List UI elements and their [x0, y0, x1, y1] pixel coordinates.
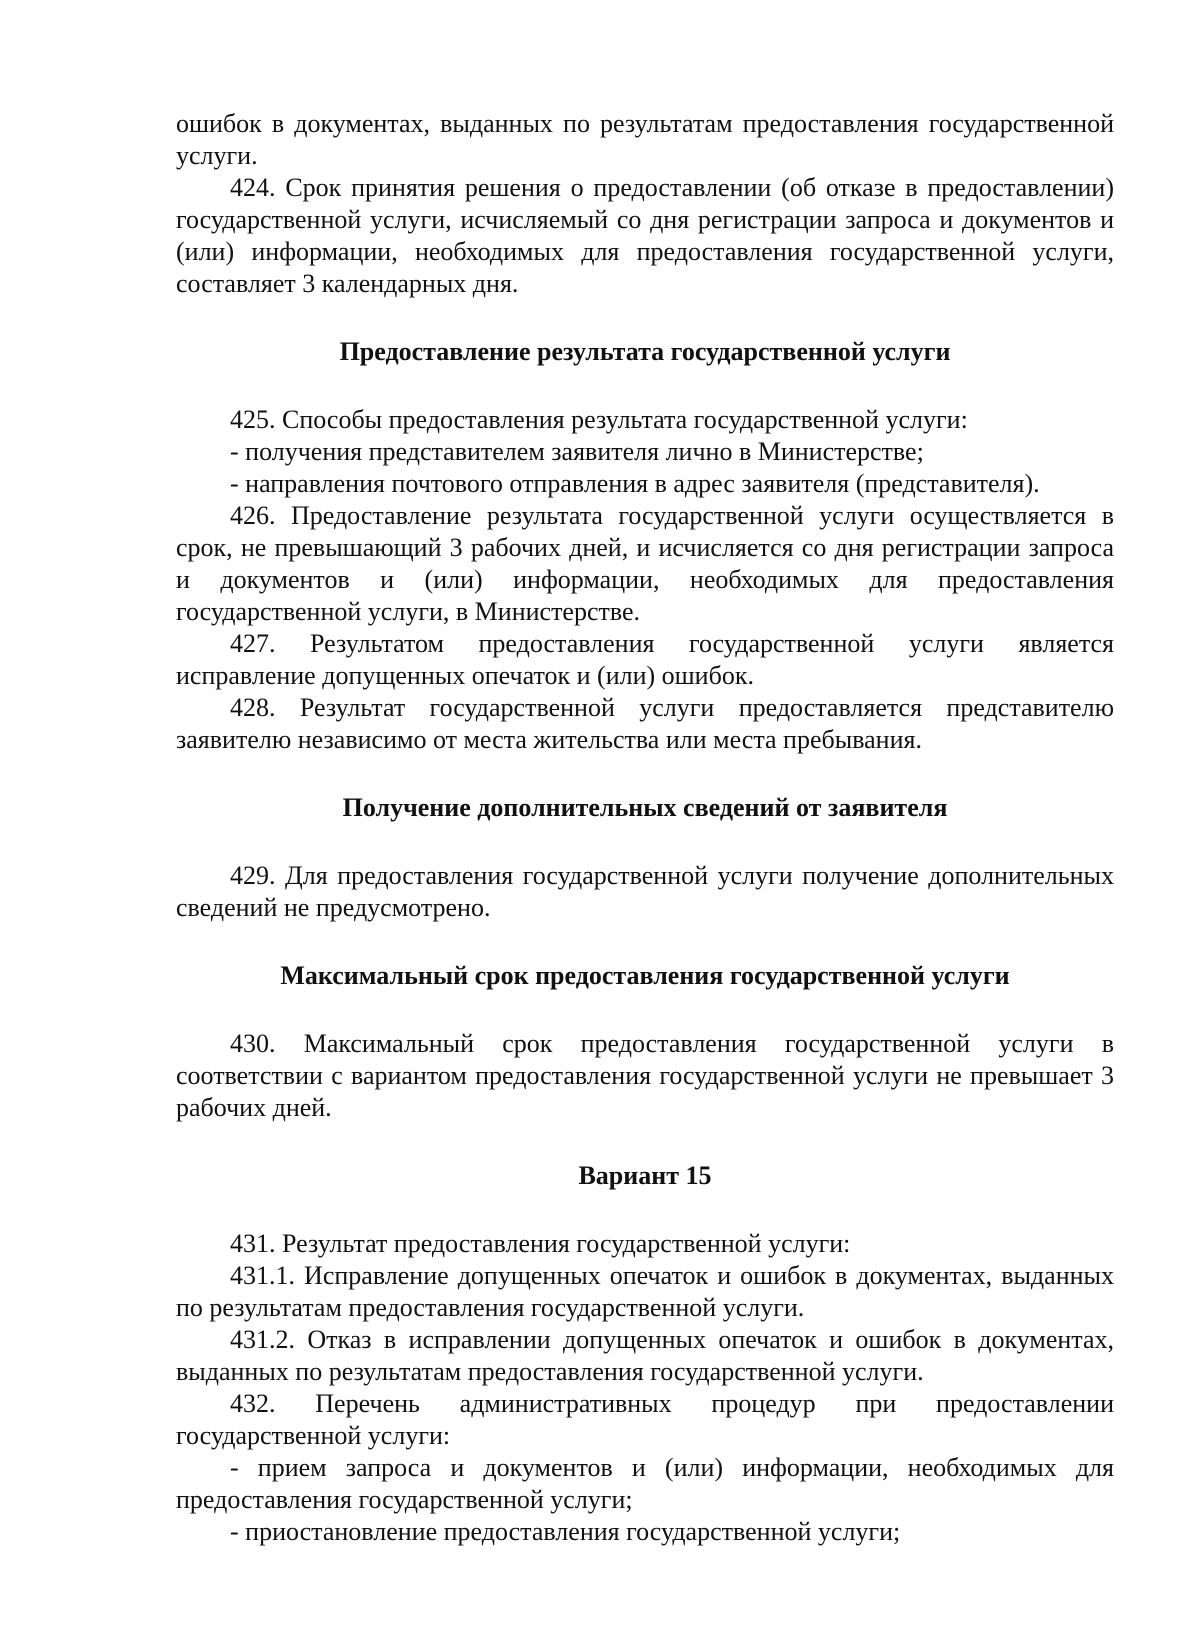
paragraph-431-1: 431.1. Исправление допущенных опечаток и ошибок в документах, выданных по результатам предоставления государственной услуги. — [176, 1261, 1114, 1322]
paragraph-continuation: ошибок в документах, выданных по результатам предоставления государственной услуги. — [176, 109, 1114, 170]
paragraph-429: 429. Для предоставления государственной услуги получение дополнительных сведений не предусмотрено. — [176, 861, 1114, 922]
heading-result-provision: Предоставление результата государственной услуги — [339, 337, 951, 366]
paragraph-432-item-2: - приостановление предоставления государственной услуги; — [230, 1517, 901, 1546]
paragraph-427: 427. Результатом предоставления государственной услуги является исправление допущенных опечаток и (или) ошибок. — [176, 629, 1114, 690]
paragraph-425-item-1: - получения представителем заявителя лично в Министерстве; — [230, 437, 924, 466]
heading-max-term: Максимальный срок предоставления государственной услуги — [280, 961, 1010, 990]
heading-variant-15: Вариант 15 — [578, 1161, 712, 1190]
paragraph-431: 431. Результат предоставления государственной услуги: — [230, 1229, 851, 1258]
paragraph-430: 430. Максимальный срок предоставления государственной услуги в соответствии с вариантом предоставления государственной услуги не превышает 3 рабочих дней. — [176, 1029, 1114, 1122]
paragraph-431-2: 431.2. Отказ в исправлении допущенных опечаток и ошибок в документах, выданных по результатам предоставления государственной услуги. — [176, 1325, 1114, 1386]
paragraph-425-item-2: - направления почтового отправления в адрес заявителя (представителя). — [230, 469, 1040, 498]
paragraph-426: 426. Предоставление результата государственной услуги осуществляется в срок, не превышающий 3 рабочих дней, и исчисляется со дня регистрации запроса и документов и (или) информации, необходимых для предоставления государственной услуги, в Министерстве. — [176, 501, 1114, 626]
paragraph-432-item-1: - прием запроса и документов и (или) информации, необходимых для предоставления государственной услуги; — [176, 1453, 1114, 1514]
document-body — [176, 108, 1114, 1548]
heading-additional-info: Получение дополнительных сведений от заявителя — [342, 793, 948, 822]
paragraph-428: 428. Результат государственной услуги предоставляется представителю заявителю независимо от места жительства или места пребывания. — [176, 693, 1114, 754]
paragraph-432: 432. Перечень административных процедур при предоставлении государственной услуги: — [176, 1389, 1114, 1450]
paragraph-425: 425. Способы предоставления результата государственной услуги: — [230, 405, 968, 434]
paragraph-424: 424. Срок принятия решения о предоставлении (об отказе в предоставлении) государственной услуги, исчисляемый со дня регистрации запроса и документов и (или) информации, необходимых для предоставления государственной услуги, составляет 3 календарных дня. — [176, 173, 1114, 298]
